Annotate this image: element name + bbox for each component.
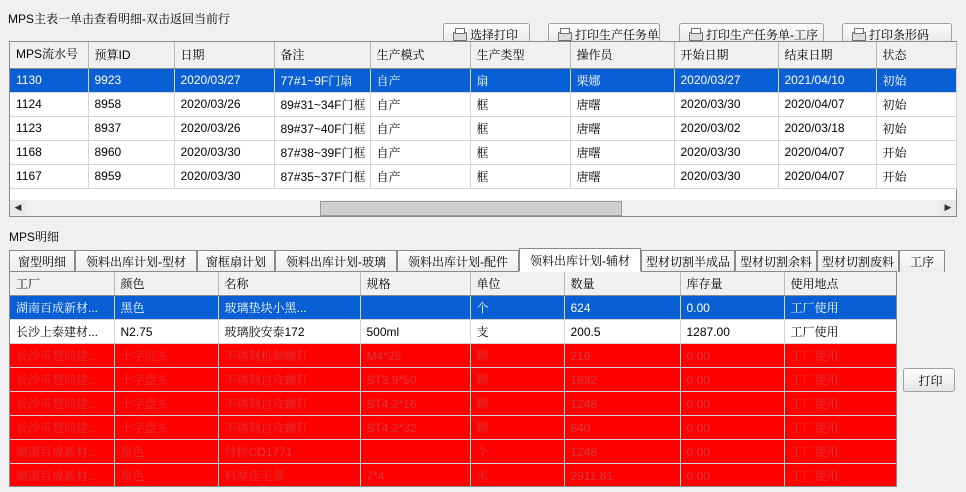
cell: 开始 (876, 140, 956, 164)
cell: 2020/04/07 (778, 140, 876, 164)
tab-label: 领料出库计划-玻璃 (286, 255, 386, 269)
table-row[interactable] (10, 344, 896, 368)
cell: 工厂使用 (784, 344, 896, 368)
cell: 湖南百成新材... (10, 440, 114, 464)
cell: 工厂使用 (784, 416, 896, 440)
toolbar (0, 0, 966, 40)
cell: 框 (470, 140, 570, 164)
cell: 唐曙 (570, 92, 674, 116)
tab-material-glass[interactable] (275, 250, 397, 272)
cell: 初始 (876, 68, 956, 92)
cell: 长沙上泰建材... (10, 320, 114, 344)
cell: 开始 (876, 164, 956, 188)
cell: 自产 (370, 116, 470, 140)
cell: 2020/03/30 (674, 140, 778, 164)
table-row[interactable] (10, 392, 896, 416)
tab-cut-semifinished[interactable] (641, 250, 735, 272)
detail-print-button[interactable] (903, 368, 955, 392)
cell: 栗娜 (570, 68, 674, 92)
cell: 颗 (470, 368, 564, 392)
column-header[interactable]: 名称 (218, 272, 360, 296)
cell: 颗 (470, 416, 564, 440)
table-row[interactable] (10, 464, 896, 488)
table-header-row (10, 42, 956, 68)
cell: 长沙市慧尚建... (10, 344, 114, 368)
tab-label: 领料出库计划-配件 (408, 255, 508, 269)
tab-window-detail[interactable] (9, 250, 75, 272)
cell: 不锈钢机制螺钉 (218, 344, 360, 368)
tab-material-profile[interactable] (75, 250, 197, 272)
cell: 初始 (876, 92, 956, 116)
cell: 不锈钢自攻螺钉 (218, 416, 360, 440)
page-title: MPS主表一单击查看明细-双击返回当前行 (8, 12, 231, 26)
cell: 不锈钢自攻螺钉 (218, 392, 360, 416)
tab-cut-waste[interactable] (817, 250, 899, 272)
cell: 唐曙 (570, 140, 674, 164)
cell: 工厂使用 (784, 320, 896, 344)
cell: 颗 (470, 344, 564, 368)
cell: 长沙市慧尚建... (10, 368, 114, 392)
tab-label: 型材切割半成品 (646, 255, 731, 269)
cell: 8937 (88, 116, 174, 140)
column-header[interactable]: 结束日期 (778, 42, 876, 68)
cell: 2020/03/30 (674, 164, 778, 188)
table-row[interactable] (10, 320, 896, 344)
cell: 216 (564, 344, 680, 368)
cell: 工厂使用 (784, 464, 896, 488)
column-header[interactable]: 颜色 (114, 272, 218, 296)
printer-icon (557, 28, 571, 40)
cell: 8959 (88, 164, 174, 188)
mps-master-grid[interactable] (9, 41, 957, 217)
cell: 工厂使用 (784, 296, 896, 320)
table-row[interactable] (10, 440, 896, 464)
column-header[interactable]: 规格 (360, 272, 470, 296)
column-header[interactable]: 开始日期 (674, 42, 778, 68)
column-header[interactable]: 备注 (274, 42, 370, 68)
cell: 1130 (10, 68, 88, 92)
cell: 湖南百成新材... (10, 296, 114, 320)
cell: 0.00 (680, 392, 784, 416)
cell: 624 (564, 296, 680, 320)
cell: 1167 (10, 164, 88, 188)
table-row[interactable] (10, 92, 956, 116)
tab-label: 领料出库计划-辅材 (530, 253, 630, 268)
cell: 9923 (88, 68, 174, 92)
cell: 料厚佳毛条 (218, 464, 360, 488)
tab-label: 窗型明细 (17, 255, 66, 269)
scroll-right-arrow-icon[interactable]: ▶ (940, 200, 956, 215)
table-row[interactable] (10, 68, 956, 92)
column-header[interactable]: 预算ID (88, 42, 174, 68)
cell: 十字盘头 (114, 416, 218, 440)
cell: ST3.9*50 (360, 368, 470, 392)
scroll-left-arrow-icon[interactable]: ◀ (10, 200, 26, 215)
table-row[interactable] (10, 296, 896, 320)
tab-material-fittings[interactable] (397, 250, 519, 272)
table-row[interactable] (10, 140, 956, 164)
printer-icon (851, 28, 865, 40)
cell: 工厂使用 (784, 368, 896, 392)
table-row[interactable] (10, 368, 896, 392)
cell: 0.00 (680, 416, 784, 440)
cell: 87#38~39F门框 (274, 140, 370, 164)
cell: 唐曙 (570, 116, 674, 140)
cell: 原色 (114, 440, 218, 464)
column-header[interactable]: 生产模式 (370, 42, 470, 68)
cell: 自产 (370, 92, 470, 116)
cell: 湖南百成新材... (10, 464, 114, 488)
cell: 支 (470, 320, 564, 344)
cell: 自产 (370, 140, 470, 164)
cell: 框 (470, 92, 570, 116)
select-print-label: 选择打印 (470, 27, 519, 42)
cell: 1123 (10, 116, 88, 140)
cell: 玻璃胶安泰172 (218, 320, 360, 344)
cell: 付转CD1771 (218, 440, 360, 464)
cell: 米 (470, 464, 564, 488)
cell: 1124 (10, 92, 88, 116)
cell: 0.00 (680, 440, 784, 464)
column-header[interactable]: 工厂 (10, 272, 114, 296)
cell: 2020/03/26 (174, 116, 274, 140)
cell: 0.00 (680, 296, 784, 320)
cell: 2020/04/07 (778, 164, 876, 188)
cell: 2021/04/10 (778, 68, 876, 92)
cell: 0.00 (680, 344, 784, 368)
cell: 十字盘头 (114, 368, 218, 392)
cell: 77#1~9F门扇 (274, 68, 370, 92)
column-header[interactable]: 使用地点 (784, 272, 896, 296)
cell: 个 (470, 440, 564, 464)
cell: 不锈钢自攻螺钉 (218, 368, 360, 392)
cell: 2020/03/30 (174, 140, 274, 164)
tab-label: 领料出库计划-型材 (86, 255, 186, 269)
cell: 1248 (564, 392, 680, 416)
cell: 2020/03/18 (778, 116, 876, 140)
detail-section-label: MPS明细 (9, 230, 60, 244)
tab-label: 型材切割废料 (822, 255, 895, 269)
cell: 2020/03/30 (174, 164, 274, 188)
cell: M4*25 (360, 344, 470, 368)
cell: 原色 (114, 464, 218, 488)
cell: 自产 (370, 68, 470, 92)
cell: 十字沉头 (114, 344, 218, 368)
tab-frame-sash-plan[interactable] (197, 250, 275, 272)
detail-header-row (10, 272, 896, 296)
tab-material-auxiliary[interactable] (519, 248, 641, 272)
cell: 2020/03/27 (674, 68, 778, 92)
cell: 玻璃垫块小黑... (218, 296, 360, 320)
column-header[interactable]: 状态 (876, 42, 956, 68)
cell: 工厂使用 (784, 440, 896, 464)
detail-print-label: 打印 (918, 373, 943, 388)
cell: 框 (470, 116, 570, 140)
tab-label: 工序 (909, 255, 934, 269)
cell: 1168 (10, 140, 88, 164)
cell: 初始 (876, 116, 956, 140)
cell (360, 296, 470, 320)
column-header[interactable]: 操作员 (570, 42, 674, 68)
master-grid-horizontal-scrollbar[interactable] (9, 200, 957, 217)
cell: 1287.00 (680, 320, 784, 344)
scrollbar-thumb[interactable] (320, 201, 622, 216)
table-row[interactable] (10, 416, 896, 440)
cell: 框 (470, 164, 570, 188)
tab-process[interactable] (899, 250, 945, 272)
tab-cut-remainder[interactable] (735, 250, 817, 272)
column-header[interactable]: 生产类型 (470, 42, 570, 68)
cell: 唐曙 (570, 164, 674, 188)
table-row[interactable] (10, 116, 956, 140)
cell: 2020/03/30 (674, 92, 778, 116)
cell: 2020/03/02 (674, 116, 778, 140)
printer-icon (688, 28, 702, 40)
cell (360, 440, 470, 464)
detail-tabstrip (9, 248, 957, 272)
cell: 十字盘头 (114, 392, 218, 416)
cell: 200.5 (564, 320, 680, 344)
cell: 黑色 (114, 296, 218, 320)
print-production-task-process-label: 打印生产任务单-工序 (706, 27, 818, 42)
cell: 长沙市慧尚建... (10, 392, 114, 416)
cell: 87#35~37F门框 (274, 164, 370, 188)
cell: ST4.2*32 (360, 416, 470, 440)
cell: 7*4 (360, 464, 470, 488)
print-barcode-label: 打印条形码 (869, 27, 930, 42)
cell: N2.75 (114, 320, 218, 344)
tab-label: 窗框扇计划 (205, 255, 266, 269)
cell: 840 (564, 416, 680, 440)
cell: 8958 (88, 92, 174, 116)
cell: 2911.81 (564, 464, 680, 488)
cell: 颗 (470, 392, 564, 416)
cell: 2020/03/26 (174, 92, 274, 116)
printer-icon (452, 28, 466, 40)
cell: 长沙市慧尚建... (10, 416, 114, 440)
column-header[interactable]: 单位 (470, 272, 564, 296)
column-header[interactable]: 数量 (564, 272, 680, 296)
cell: 自产 (370, 164, 470, 188)
cell: ST4.2*16 (360, 392, 470, 416)
cell: 扇 (470, 68, 570, 92)
cell: 2020/03/27 (174, 68, 274, 92)
tab-label: 型材切割余料 (740, 255, 813, 269)
cell: 1248 (564, 440, 680, 464)
cell: 89#31~34F门框 (274, 92, 370, 116)
print-production-task-label: 打印生产任务单 (575, 27, 660, 42)
cell: 个 (470, 296, 564, 320)
column-header[interactable]: 库存量 (680, 272, 784, 296)
table-row[interactable] (10, 164, 956, 188)
cell: 0.00 (680, 464, 784, 488)
column-header[interactable]: 日期 (174, 42, 274, 68)
cell: 500ml (360, 320, 470, 344)
column-header[interactable]: MPS流水号 (10, 42, 88, 68)
cell: 89#37~40F门框 (274, 116, 370, 140)
cell: 8960 (88, 140, 174, 164)
detail-grid[interactable] (9, 271, 897, 487)
cell: 工厂使用 (784, 392, 896, 416)
cell: 0.00 (680, 368, 784, 392)
cell: 2020/04/07 (778, 92, 876, 116)
cell: 1632 (564, 368, 680, 392)
